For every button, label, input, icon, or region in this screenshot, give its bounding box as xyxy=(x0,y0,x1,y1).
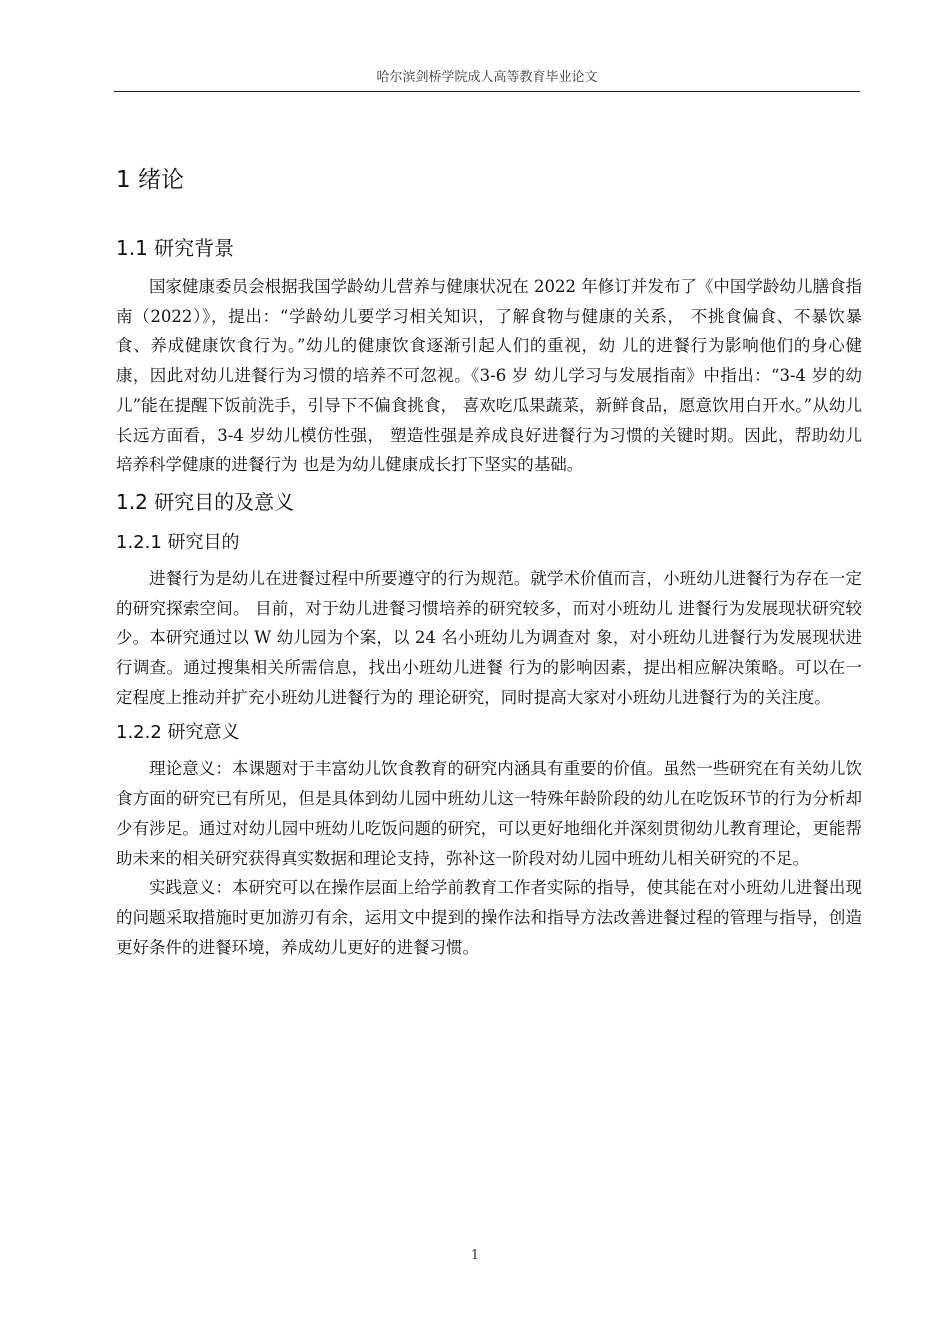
main-content xyxy=(116,160,862,962)
running-header: 哈尔滨剑桥学院成人高等教育毕业论文 xyxy=(114,66,860,92)
page-number: 1 xyxy=(470,1248,480,1263)
chapter-title: 1 绪论 xyxy=(116,167,184,193)
paragraph-research-background: 国家健康委员会根据我国学龄幼儿营养与健康状况在 2022 年修订并发布了《中国学龄幼儿膳食指南（2022）》，提出：“学龄幼儿要学习相关知识，了解食物与健康的关系， 不挑食偏食、不暴饮暴食、养成健康饮食行为。”幼儿的健康饮食逐渐引起人们的重视，幼 儿的进餐行为影响他们的身心健康，因此对幼儿进餐行为习惯的培养不可忽视。《3-6 岁 幼儿学习与发展指南》中指出：“3-4 岁的幼儿”能在提醒下饭前洗手，引导下不偏食挑食， 喜欢吃瓜果蔬菜，新鲜食品，愿意饮用白开水。”从幼儿长远方面看，3-4 岁幼儿模仿性强， 塑造性强是养成良好进餐行为习惯的关键时期。因此，帮助幼儿培养科学健康的进餐行为 也是为幼儿健康成长打下坚实的基础。 xyxy=(116,277,862,475)
paragraph-research-purpose: 进餐行为是幼儿在进餐过程中所要遵守的行为规范。就学术价值而言，小班幼儿进餐行为存在一定的研究探索空间。 目前，对于幼儿进餐习惯培养的研究较多，而对小班幼儿 进餐行为发展现状研究较少。本研究通过以 W 幼儿园为个案，以 24 名小班幼儿为调查对 象，对小班幼儿进餐行为发展现状进行调查。通过搜集相关所需信息，找出小班幼儿进餐 行为的影响因素，提出相应解决策略。可以在一定程度上推动并扩充小班幼儿进餐行为的 理论研究，同时提高大家对小班幼儿进餐行为的关注度。 xyxy=(116,568,862,707)
subsection-heading-1-2-1: 1.2.1 研究目的 xyxy=(116,531,240,553)
section-heading-1-2: 1.2 研究目的及意义 xyxy=(116,489,295,514)
section-heading-1-1: 1.1 研究背景 xyxy=(116,236,235,260)
subsection-heading-1-2-2: 1.2.2 研究意义 xyxy=(116,722,240,744)
paragraph-practical-significance: 实践意义：本研究可以在操作层面上给学前教育工作者实际的指导，使其能在对小班幼儿进餐出现的问题采取措施时更加游刃有余，运用文中提到的操作法和指导方法改善进餐过程的管理与指导，创造更好条件的进餐环境，养成幼儿更好的进餐习惯。 xyxy=(116,878,862,957)
paragraph-theoretical-significance: 理论意义：本课题对于丰富幼儿饮食教育的研究内涵具有重要的价值。虽然一些研究在有关幼儿饮食方面的研究已有所见，但是具体到幼儿园中班幼儿这一特殊年龄阶段的幼儿在吃饭环节的行为分析却少有涉足。通过对幼儿园中班幼儿吃饭问题的研究，可以更好地细化并深刻贯彻幼儿教育理论，更能帮助未来的相关研究获得真实数据和理论支持，弥补这一阶段对幼儿园中班幼儿相关研究的不足。 xyxy=(116,759,862,868)
